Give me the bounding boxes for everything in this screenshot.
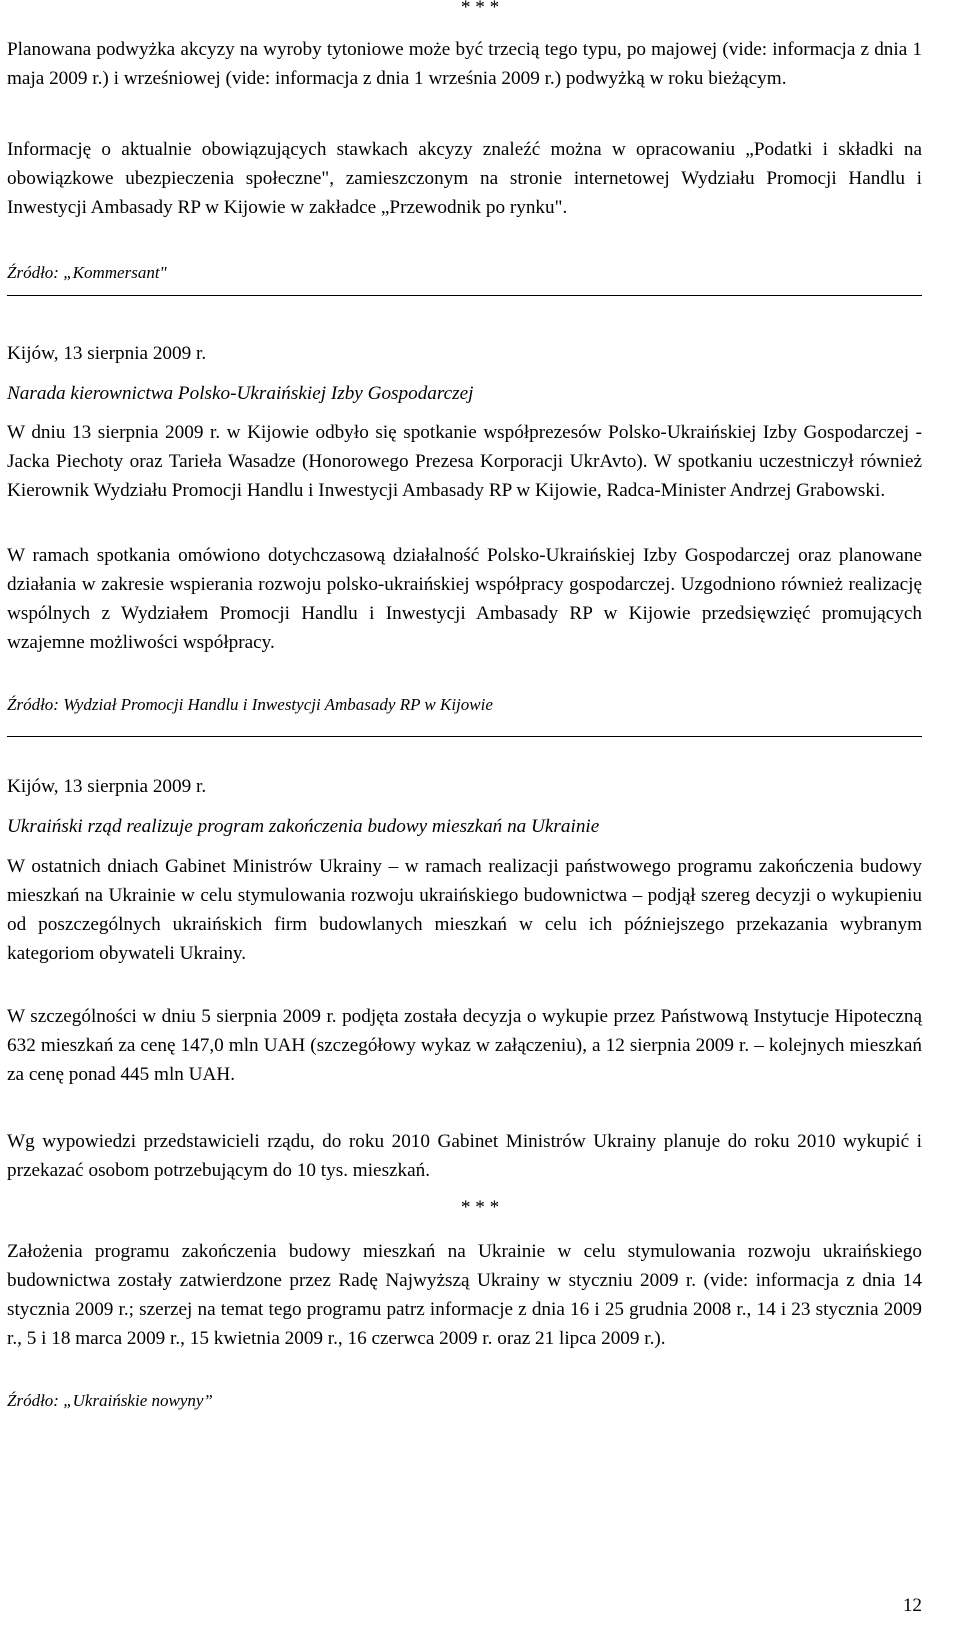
section-separator: * * *: [460, 0, 500, 18]
paragraph: Wg wypowiedzi przedstawicieli rządu, do roku 2010 Gabinet Ministrów Ukrainy planuje do roku 2010 wykupić i przekazać osobom potrzebującym do 10 tys. mieszkań.: [7, 1131, 922, 1181]
article-title: Ukraiński rząd realizuje program zakończenia budowy mieszkań na Ukrainie: [7, 816, 600, 837]
article-title: Narada kierownictwa Polsko-Ukraińskiej Izby Gospodarczej: [7, 383, 474, 404]
section-separator: * * *: [460, 1197, 500, 1218]
page-number: 12: [902, 1595, 922, 1616]
paragraph: W szczególności w dniu 5 sierpnia 2009 r. podjęta została decyzja o wykupie przez Państwową Instytucje Hipoteczną 632 mieszkań za cenę 147,0 mln UAH (szczegółowy wykaz w załączeniu), a 12 sierpnia 2009 r. – kolejnych mieszkań za cenę ponad 445 mln UAH.: [7, 1006, 922, 1085]
paragraph: W ostatnich dniach Gabinet Ministrów Ukrainy – w ramach realizacji państwowego programu zakończenia budowy mieszkań na Ukrainie w celu stymulowania rozwoju ukraińskiego budownictwa – podjął szereg decyzji o wykupieniu od poszczególnych ukraińskich firm budowlanych mieszkań w celu ich późniejszego przekazania wybranym kategoriom obywateli Ukrainy.: [7, 856, 922, 964]
paragraph: W dniu 13 sierpnia 2009 r. w Kijowie odbyło się spotkanie współprezesów Polsko-Ukraińskiej Izby Gospodarczej - Jacka Piechoty oraz Tarieła Wasadze (Honorowego Prezesa Korporacji UkrAvto). W spotkaniu uczestniczył również Kierownik Wydziału Promocji Handlu i Inwestycji Ambasady RP w Kijowie, Radca-Minister Andrzej Grabowski.: [7, 422, 922, 501]
paragraph: Informację o aktualnie obowiązujących stawkach akcyzy znaleźć można w opracowaniu „Podatki i składki na obowiązkowe ubezpieczenia społeczne", zamieszczonym na stronie internetowej Wydziału Promocji Handlu i Inwestycji Ambasady RP w Kijowie w zakładce „Przewodnik po rynku".: [7, 139, 922, 218]
source-note: Źródło: Wydział Promocji Handlu i Inwestycji Ambasady RP w Kijowie: [7, 695, 493, 714]
paragraph: Planowana podwyżka akcyzy na wyroby tytoniowe może być trzecią tego typu, po majowej (vide: informacja z dnia 1 maja 2009 r.) i wrześniowej (vide: informacja z dnia 1 września 2009 r.) podwyżką w roku bieżącym.: [7, 39, 922, 89]
paragraph: W ramach spotkania omówiono dotychczasową działalność Polsko-Ukraińskiej Izby Gospodarczej oraz planowane działania w zakresie wspierania rozwoju polsko-ukraińskiej współpracy gospodarczej. Uzgodniono również realizację wspólnych z Wydziałem Promocji Handlu i Inwestycji Ambasady RP w Kijowie przedsięwzięć promujących wzajemne możliwości współpracy.: [7, 545, 922, 653]
source-note: Źródło: „Kommersant": [7, 263, 167, 282]
paragraph: Założenia programu zakończenia budowy mieszkań na Ukrainie w celu stymulowania rozwoju ukraińskiego budownictwa zostały zatwierdzone przez Radę Najwyższą Ukrainy w styczniu 2009 r. (vide: informacja z dnia 14 stycznia 2009 r.; szerzej na temat tego programu patrz informacje z dnia 16 i 25 grudnia 2008 r., 14 i 23 stycznia 2009 r., 5 i 18 marca 2009 r., 15 kwietnia 2009 r., 16 czerwca 2009 r. oraz 21 lipca 2009 r.).: [7, 1241, 922, 1349]
dateline: Kijów, 13 sierpnia 2009 r.: [7, 343, 207, 364]
source-note: Źródło: „Ukraińskie nowyny”: [7, 1391, 213, 1410]
horizontal-rule: [7, 295, 922, 296]
horizontal-rule: [7, 736, 922, 737]
dateline: Kijów, 13 sierpnia 2009 r.: [7, 776, 207, 797]
